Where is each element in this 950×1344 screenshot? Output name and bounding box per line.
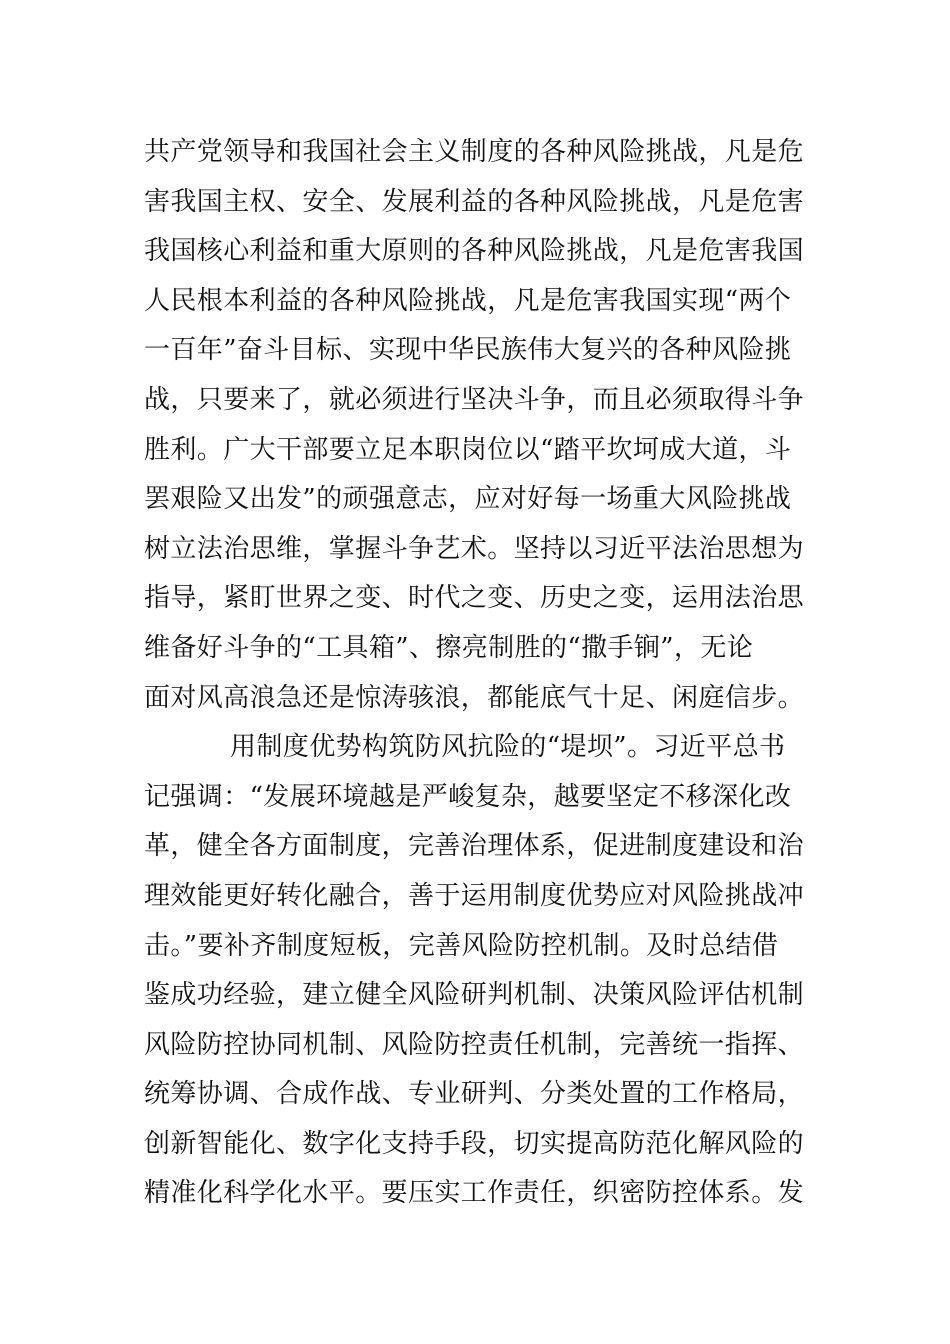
text-line: 精准化科学化水平。要压实工作责任，织密防控体系。发 bbox=[144, 1178, 805, 1209]
text-line: 统筹协调、合成作战、专业研判、分类处置的工作格局， bbox=[144, 1079, 805, 1110]
text-line: 维备好斗争的“工具箱”、擦亮制胜的“撒手锏”，无论 bbox=[144, 632, 754, 663]
text-line: 鉴成功经验，建立健全风险研判机制、决策风险评估机制 bbox=[144, 980, 805, 1011]
text-line: 击。”要补齐制度短板，完善风险防控机制。及时总结借 bbox=[144, 930, 779, 961]
text-line: 害我国主权、安全、发展利益的各种风险挑战，凡是危害 bbox=[144, 186, 805, 217]
text-line: 战，只要来了，就必须进行坚决斗争，而且必须取得斗争 bbox=[144, 384, 805, 415]
text-line: 理效能更好转化融合，善于运用制度优势应对风险挑战冲 bbox=[144, 880, 805, 911]
text-line: 创新智能化、数字化支持手段，切实提高防范化解风险的 bbox=[144, 1128, 805, 1159]
text-line: 树立法治思维，掌握斗争艺术。坚持以习近平法治思想为 bbox=[144, 533, 805, 564]
text-line: 记强调：“发展环境越是严峻复杂，越要坚定不移深化改 bbox=[144, 781, 792, 812]
text-line: 胜利。广大干部要立足本职岗位以“踏平坎坷成大道，斗 bbox=[144, 434, 792, 465]
text-line: 罢艰险又出发”的顽强意志，应对好每一场重大风险挑战 bbox=[144, 484, 792, 515]
text-line: 风险防控协同机制、风险防控责任机制，完善统一指挥、 bbox=[144, 1029, 805, 1060]
text-line: 面对风高浪急还是惊涛骇浪，都能底气十足、闲庭信步。 bbox=[144, 682, 805, 713]
text-line: 共产党领导和我国社会主义制度的各种风险挑战，凡是危 bbox=[144, 137, 805, 167]
text-line: 人民根本利益的各种风险挑战，凡是危害我国实现“两个 bbox=[144, 285, 792, 316]
text-line: 一百年”奋斗目标、实现中华民族伟大复兴的各种风险挑 bbox=[144, 335, 792, 366]
text-line: 指导，紧盯世界之变、时代之变、历史之变，运用法治思 bbox=[144, 583, 805, 614]
text-line: 革，健全各方面制度，完善治理体系，促进制度建设和治 bbox=[144, 831, 805, 862]
paragraph-start-line: 用制度优势构筑防风抗险的“堤坝”。习近平总书 bbox=[230, 732, 786, 763]
text-line: 我国核心利益和重大原则的各种风险挑战，凡是危害我国 bbox=[144, 236, 805, 267]
body-text bbox=[144, 128, 816, 1219]
